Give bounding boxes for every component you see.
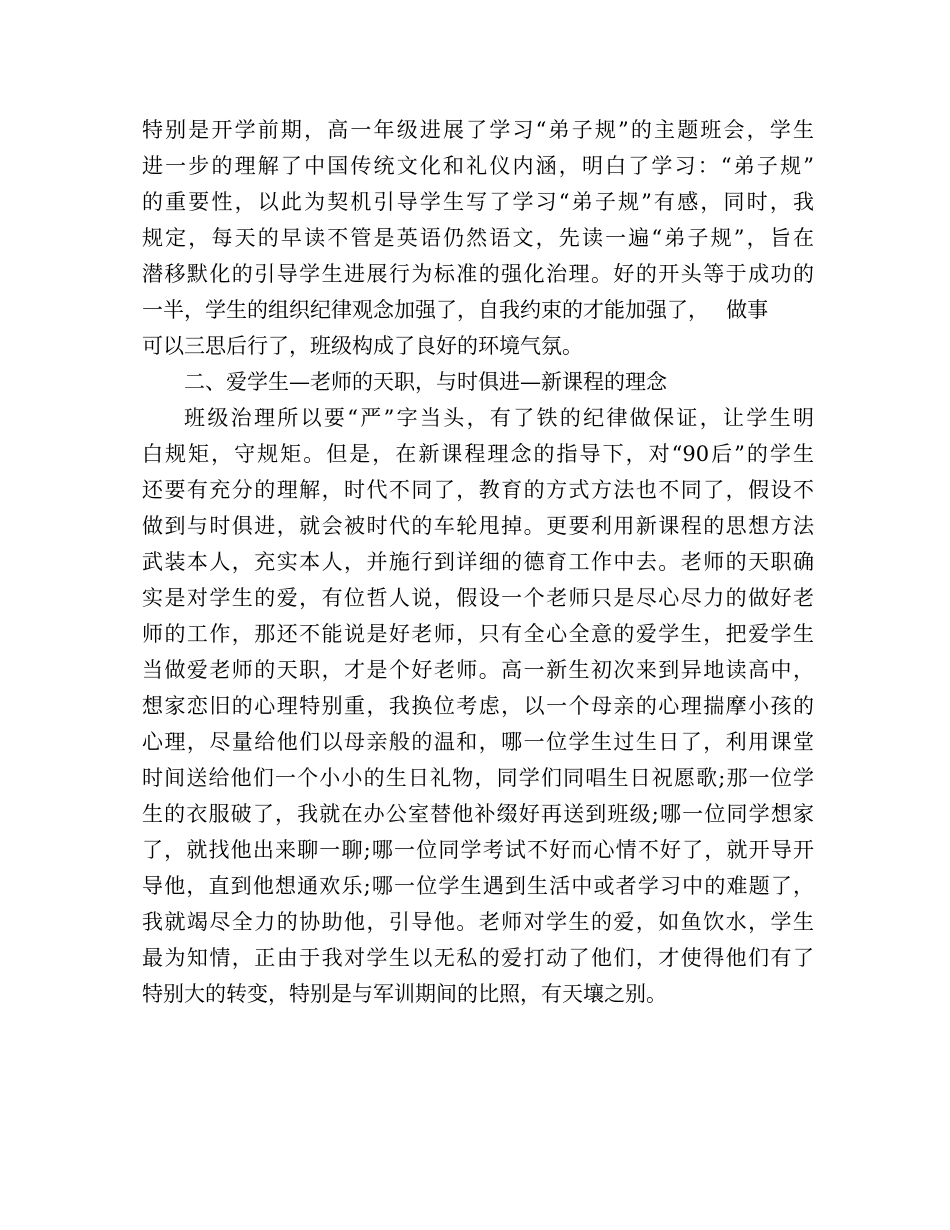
document-body	[142, 112, 814, 1012]
paragraph-line: 生的衣服破了，我就在办公室替他补缀好再送到班级;哪一位同学想家	[142, 802, 814, 826]
paragraph-line: 最为知情，正由于我对学生以无私的爱打动了他们，才使得他们有了	[142, 946, 814, 970]
paragraph-line: 特别大的转变，特别是与军训期间的比照，有天壤之别。	[142, 982, 667, 1006]
paragraph-line: 实是对学生的爱，有位哲人说，假设一个老师只是尽心尽力的做好老	[142, 586, 814, 610]
paragraph-line: 当做爱老师的天职，才是个好老师。高一新生初次来到异地读高中，	[142, 658, 814, 682]
paragraph-line: 了，就找他出来聊一聊;哪一位同学考试不好而心情不好了，就开导开	[142, 838, 814, 862]
paragraph-line: 一半，学生的组织纪律观念加强了，自我约束的才能加强了， 做事	[142, 298, 769, 322]
paragraph-line: 潜移默化的引导学生进展行为标准的强化治理。好的开头等于成功的	[142, 262, 814, 286]
paragraph-line: 心理，尽量给他们以母亲般的温和，哪一位学生过生日了，利用课堂	[142, 730, 814, 754]
paragraph-line: 班级治理所以要“严”字当头，有了铁的纪律做保证，让学生明	[184, 406, 814, 430]
paragraph-line: 武装本人，充实本人，并施行到详细的德育工作中去。老师的天职确	[142, 550, 814, 574]
paragraph-line: 规定，每天的早读不管是英语仍然语文，先读一遍“弟子规”，旨在	[142, 226, 814, 250]
paragraph-line: 特别是开学前期，高一年级进展了学习“弟子规”的主题班会，学生	[142, 118, 814, 142]
paragraph-line: 想家恋旧的心理特别重，我换位考虑，以一个母亲的心理揣摩小孩的	[142, 694, 814, 718]
paragraph-line: 我就竭尽全力的协助他，引导他。老师对学生的爱，如鱼饮水，学生	[142, 910, 814, 934]
paragraph-line: 导他，直到他想通欢乐;哪一位学生遇到生活中或者学习中的难题了，	[142, 874, 814, 898]
paragraph-line: 可以三思后行了，班级构成了良好的环境气氛。	[142, 334, 583, 358]
paragraph-line: 时间送给他们一个小小的生日礼物，同学们同唱生日祝愿歌;那一位学	[142, 766, 814, 790]
paragraph-line: 白规矩，守规矩。但是，在新课程理念的指导下，对“90后”的学生	[142, 442, 814, 466]
paragraph-line: 进一步的理解了中国传统文化和礼仪内涵，明白了学习：“弟子规”	[142, 154, 814, 178]
paragraph-line: 做到与时俱进，就会被时代的车轮甩掉。更要利用新课程的思想方法	[142, 514, 814, 538]
paragraph-line: 的重要性，以此为契机引导学生写了学习“弟子规”有感，同时，我	[142, 190, 814, 214]
paragraph-line: 还要有充分的理解，时代不同了，教育的方式方法也不同了，假设不	[142, 478, 814, 502]
paragraph-line: 师的工作，那还不能说是好老师，只有全心全意的爱学生，把爱学生	[142, 622, 814, 646]
section-heading: 二、爱学生—老师的天职，与时俱进—新课程的理念	[184, 370, 667, 394]
